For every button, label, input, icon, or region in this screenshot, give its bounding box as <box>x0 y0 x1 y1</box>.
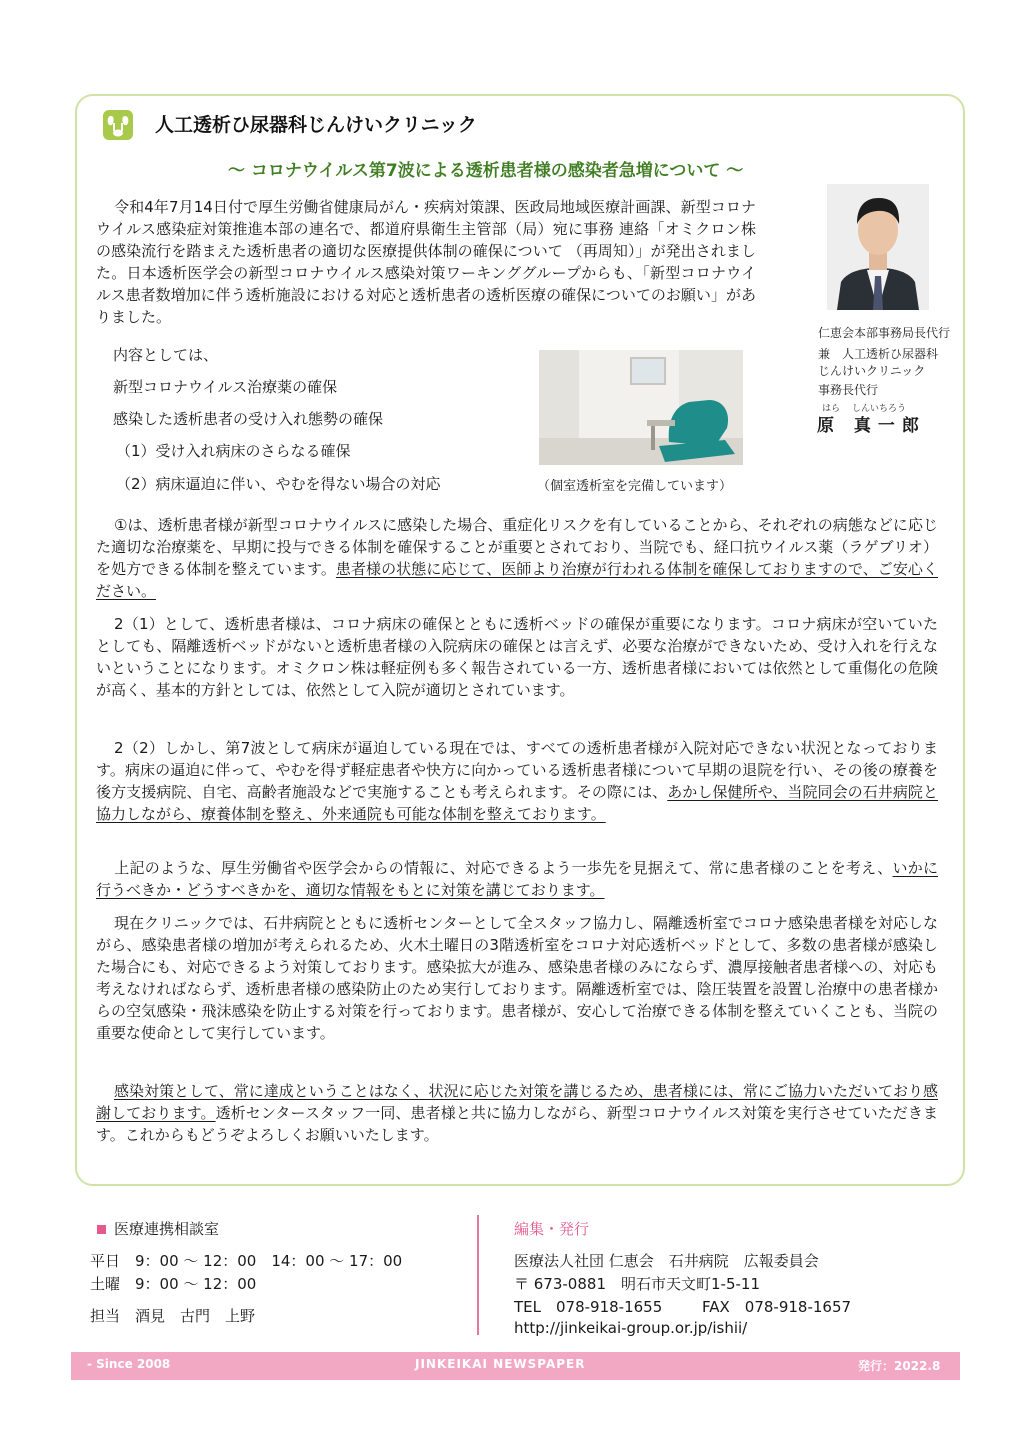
author-title-line: 兼 人工透析ひ尿器科 <box>818 347 939 361</box>
paragraph-5 <box>96 912 938 1044</box>
article-headline: ～ コロナウイルス第7波による透析患者様の感染者急増について ～ <box>228 161 744 181</box>
hours-weekday: 平日 9：00 ～ 12：00 14：00 ～ 17：00 <box>90 1252 403 1270</box>
newspaper-footer-bar <box>71 1352 960 1380</box>
underlined-text: 感染対策として、常に達成ということはなく、状況に応じた対策を講じるため、患者様には、常にご協力いただいており感謝しております。 <box>96 1082 938 1122</box>
paragraph-text: ①は、透析患者様が新型コロナウイルスに感染した場合、重症化リスクを有していることから、それぞれの病態などに応じた適切な治療薬を、早期に投与できる体制を確保することが重要とされており、当院でも、経口抗ウイルス薬（ラゲブリオ）を処方できる体制を整えています。 <box>96 516 938 578</box>
paragraph-4 <box>96 857 938 901</box>
fax: FAX 078-918-1657 <box>702 1298 852 1316</box>
hours-saturday: 土曜 9：00 ～ 12：00 <box>90 1275 257 1293</box>
author-title-line: じんけいクリニック <box>818 364 926 378</box>
contents-item: （2）病床逼迫に伴い、やむを得ない場合の対応 <box>116 475 441 493</box>
paragraph-text: 2（2）しかし、第7波として病床が逼迫している現在では、すべての透析患者様が入院対応できない状況となっております。病床の逼迫に伴って、やむを得ず軽症患者や快方に向かっている透析患者様について早期の退院を行い、その後の療養を後方支援病院、自宅、高齢者施設などで実施することも考えられます。その際には、 <box>96 739 938 801</box>
paragraph-text: 上記のような、厚生労働省や医学会からの情報に、対応できるよう一歩先を見据えて、常に患者様のことを考え、 <box>114 859 893 877</box>
footer-divider <box>477 1215 479 1335</box>
author-title-line: 事務長代行 <box>818 383 879 397</box>
consult-room-title <box>97 1218 219 1239</box>
author-ruby-family: はら <box>822 404 841 414</box>
since-label: - Since 2008 <box>87 1357 171 1371</box>
contents-item: 感染した透析患者の受け入れ態勢の確保 <box>113 410 384 428</box>
paragraph-text: 透析センタースタッフ一同、患者様と共に協力しながら、新型コロナウイルス対策を実行させていただきます。これからもどうぞよろしくお願いいたします。 <box>96 1104 938 1144</box>
contents-lead: 内容としては、 <box>113 346 219 364</box>
tel: TEL 078-918-1655 <box>514 1298 663 1316</box>
intro-paragraph <box>96 196 756 328</box>
author-ruby-given: しんいちろう <box>852 404 907 414</box>
square-bullet-icon <box>97 1225 106 1234</box>
consult-room-label: 医療連携相談室 <box>114 1220 220 1238</box>
edit-publish-label: 編集・発行 <box>514 1220 590 1238</box>
author-portrait <box>827 184 929 310</box>
clinic-logo-icon <box>103 110 133 140</box>
contents-item: （1）受け入れ病床のさらなる確保 <box>116 442 351 460</box>
paragraph-6 <box>96 1080 938 1146</box>
newspaper-name: JINKEIKAI NEWSPAPER <box>415 1357 586 1371</box>
author-title-line: 仁恵会本部事務局長代行 <box>818 326 951 340</box>
address: 〒 673-0881 明石市天文町1-5-11 <box>514 1275 760 1293</box>
photo-caption: （個室透析室を完備しています） <box>537 479 733 494</box>
publisher: 医療法人社団 仁恵会 石井病院 広報委員会 <box>514 1252 819 1270</box>
underlined-text: いかに行うべきか・どうすべきかを、適切な情報をもとに対策を講じております。 <box>96 859 938 899</box>
paragraph-2 <box>96 613 938 701</box>
issue-date: 発行：2022.8 <box>858 1359 941 1373</box>
underlined-text: あかし保健所や、当院同会の石井病院と協力しながら、療養体制を整え、外来通院も可能な体制を整えております。 <box>96 783 938 823</box>
dialysis-room-photo <box>539 350 743 465</box>
staff-in-charge: 担当 酒見 古門 上野 <box>90 1307 256 1325</box>
paragraph-3 <box>96 737 938 825</box>
contents-item: 新型コロナウイルス治療薬の確保 <box>113 378 338 396</box>
underlined-text: 患者様の状態に応じて、医師より治療が行われる体制を確保しておりますので、ご安心ください。 <box>96 560 938 600</box>
clinic-name: 人工透析ひ尿器科じんけいクリニック <box>155 114 477 136</box>
paragraph-text: 2（1）として、透析患者様は、コロナ病床の確保とともに透析ベッドの確保が重要になります。コロナ病床が空いていたとしても、隔離透析ベッドがないと透析患者様の入院病床の確保とは言えず、必要な治療ができないため、受け入れを行えないということになります。オミクロン株は軽症例も多く報告されている一方、透析患者様においては依然として重傷化の危険が高く、基本的方針としては、依然として入院が適切とされています。 <box>96 615 938 699</box>
intro-text: 令和4年7月14日付で厚生労働省健康局がん・疾病対策課、医政局地域医療計画課、新型コロナウイルス感染症対策推進本部の連名で、都道府県衛生主管部（局）宛に事務 連絡「オミクロン株の感染流行を踏まえた透析患者の適切な医療提供体制の確保について （再周知）」が発出されました。日本透析医学会の新型コロナウイルス感染対策ワーキンググループからも、「新型コロナウイルス患者数増加に伴う透析施設における対応と透析患者の透析医療の確保についてのお願い」がありました。 <box>96 198 756 326</box>
paragraph-1 <box>96 514 938 602</box>
author-name: 原 真一郎 <box>817 416 926 436</box>
website-link[interactable]: http://jinkeikai-group.or.jp/ishii/ <box>514 1319 748 1337</box>
paragraph-text: 現在クリニックでは、石井病院とともに透析センターとして全スタッフ協力し、隔離透析室でコロナ感染患者様を対応しながら、感染患者様の増加が考えられるため、火木土曜日の3階透析室をコロナ対応透析ベッドとして、多数の患者様が感染した場合にも、対応できるよう対策しております。感染拡大が進み、感染患者様のみにならず、濃厚接触者患者様への、対応も考えなければならず、透析患者様の感染防止のため実行しております。隔離透析室では、陰圧装置を設置し治療中の患者様からの空気感染・飛沫感染を防止する対策を行っております。患者様が、安心して治療できる体制を整えていくことも、当院の重要な使命として実行しています。 <box>96 914 938 1042</box>
